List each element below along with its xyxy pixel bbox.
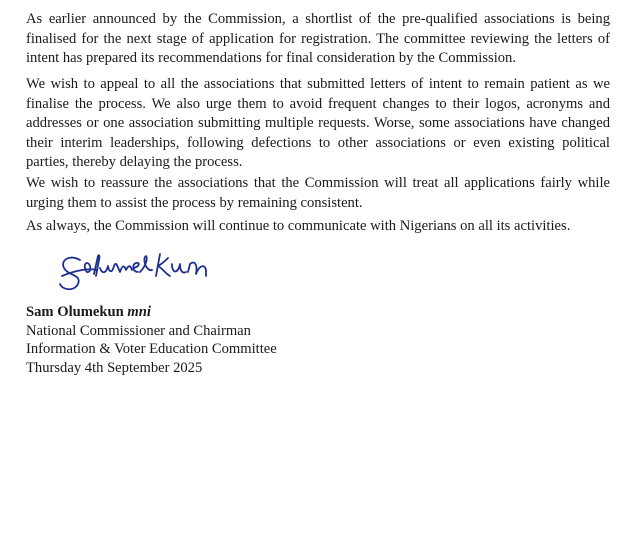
signature-icon xyxy=(56,246,216,296)
paragraph-shortlist: As earlier announced by the Commission, a shortlist of the pre-qualified associations is being finalised for the next stage of application for registration. The committee reviewing the letters of intent has prepared its recommendations for final consideration by the Commission. xyxy=(26,11,610,66)
signatory-name-line xyxy=(26,303,277,322)
signatory-suffix: mni xyxy=(127,304,151,320)
signatory-title: National Commissioner and Chairman xyxy=(26,322,251,339)
paragraph-appeal: We wish to appeal to all the associations that submitted letters of intent to remain patient as we finalise the process. We also urge them to avoid frequent changes to their logos, acronyms and addresses or one association submitting multiple requests. Worse, some associations have changed their interim leaderships, following defections to other associations or even existing political parties, thereby delaying the process. xyxy=(26,76,610,170)
statement-date: Thursday 4th September 2025 xyxy=(26,359,203,376)
paragraph-reassurance: We wish to reassure the associations that the Commission will treat all applications fairly while urging them to assist the process by remaining consistent. xyxy=(26,175,610,211)
signatory-name: Sam Olumekun xyxy=(26,304,124,320)
signatory-block xyxy=(26,303,277,377)
paragraph-communication: As always, the Commission will continue to communicate with Nigerians on all its activities. xyxy=(26,218,571,234)
signatory-committee: Information & Voter Education Committee xyxy=(26,341,277,358)
handwritten-signature xyxy=(56,246,216,296)
